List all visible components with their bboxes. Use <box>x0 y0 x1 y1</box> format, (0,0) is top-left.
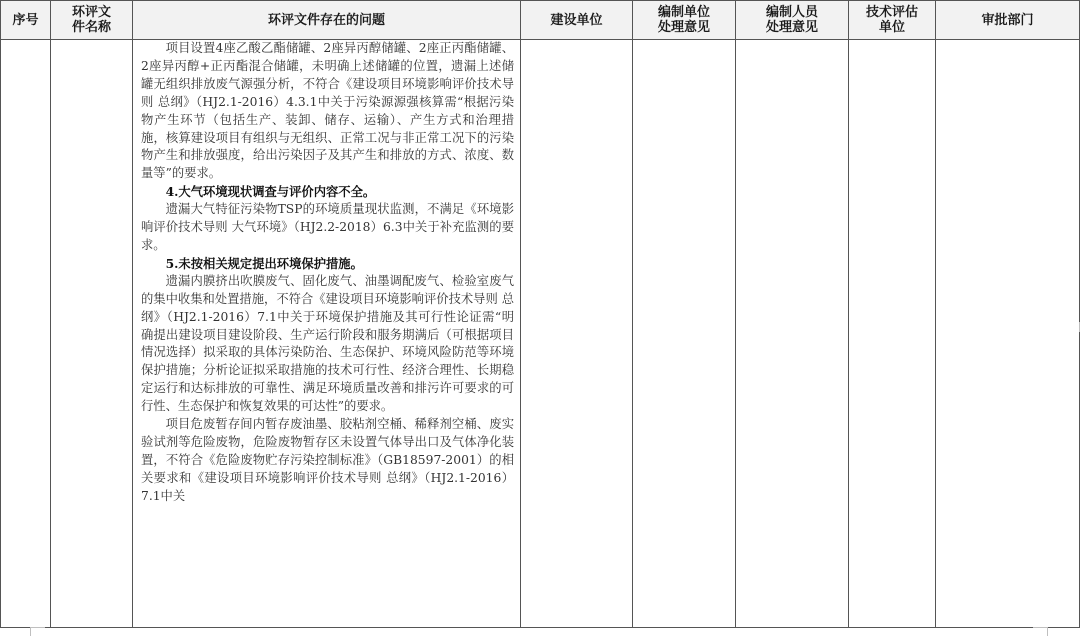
header-line: 编制人员 <box>765 5 818 20</box>
header-line: 技术评估 <box>865 5 918 20</box>
table-row <box>1 40 1080 628</box>
cell-construction-unit <box>521 40 633 628</box>
cell-file-name <box>51 40 133 628</box>
issue-paragraph: 遗漏内膜挤出吹膜废气、固化废气、油墨调配废气、检验室废气的集中收集和处置措施，不符合《建设项目环境影响评价技术导则 总纲》（HJ2.1-2016）7.1中关于环境保护措施及其可行性论证需“明确提出建设项目建设阶段、生产运行阶段和服务期满后（可根据项目情况选择）拟采取的具体污染防治、生态保护、环境风险防范等环境保护措施；分析论证拟采取措施的技术可行性、经济合理性、长期稳定运行和达标排放的可靠性、满足环境质量改善和排污许可要求的可行性、生态保护和恢复效果的可达性”的要求。 <box>141 273 514 414</box>
header-line: 环评文 <box>71 5 111 20</box>
header-row <box>1 1 1080 40</box>
header-approval-department: 审批部门 <box>936 1 1080 40</box>
issue-paragraph: 项目危废暂存间内暂存废油墨、胶粘剂空桶、稀释剂空桶、废实验试剂等危险废物，危险废物暂存区未设置气体导出口及气体净化装置，不符合《危险废物贮存污染控制标准》（GB18597-2001）的相关要求和《建设项目环境影响评价技术导则 总纲》（HJ2.1-2016）7.1中关 <box>141 417 514 503</box>
cell-technical-assessment-unit <box>849 40 936 628</box>
header-compiler-opinion <box>736 1 849 40</box>
issue-paragraph: 项目设置4座乙酸乙酯储罐、2座异丙醇储罐、2座正丙酯储罐、2座异丙醇+正丙酯混合储罐，未明确上述储罐的位置，遗漏上述储罐无组织排放废气源强分析，不符合《建设项目环境影响评价技术导则 总纲》（HJ2.1-2016）4.3.1中关于污染源源强核算需“根据污染物产生环节（包括生产、装卸、储存、运输）、产生方式和治理措施，核算建设项目有组织与无组织、正常工况与非正常工况下的污染物产生和排放强度，给出污染因子及其产生和排放的方式、浓度、数量等”的要求。 <box>141 41 514 181</box>
header-line: 处理意见 <box>765 20 818 35</box>
issue-heading: 5.未按相关规定提出环境保护措施。 <box>165 255 363 271</box>
cell-serial-number <box>1 40 51 628</box>
header-construction-unit: 建设单位 <box>521 1 633 40</box>
header-compiling-unit-opinion <box>633 1 736 40</box>
crop-mark-right <box>1033 627 1048 636</box>
issue-heading: 4.大气环境现状调查与评价内容不全。 <box>165 184 376 200</box>
header-technical-assessment-unit <box>849 1 936 40</box>
issue-text <box>141 40 514 627</box>
cell-issues <box>133 40 521 628</box>
issue-paragraph: 遗漏大气特征污染物TSP的环境质量现状监测，不满足《环境影响评价技术导则 大气环境》（HJ2.2-2018）6.3中关于补充监测的要求。 <box>141 202 514 252</box>
crop-mark-left <box>30 627 45 636</box>
header-issues: 环评文件存在的问题 <box>133 1 521 40</box>
header-line: 单位 <box>878 20 905 35</box>
cell-compiling-unit-opinion <box>633 40 736 628</box>
header-line: 处理意见 <box>657 20 710 35</box>
header-line: 编制单位 <box>657 5 710 20</box>
cell-approval-department <box>936 40 1080 628</box>
cell-compiler-opinion <box>736 40 849 628</box>
header-file-name <box>51 1 133 40</box>
header-serial-number: 序号 <box>1 1 51 40</box>
header-line: 件名称 <box>71 20 111 35</box>
